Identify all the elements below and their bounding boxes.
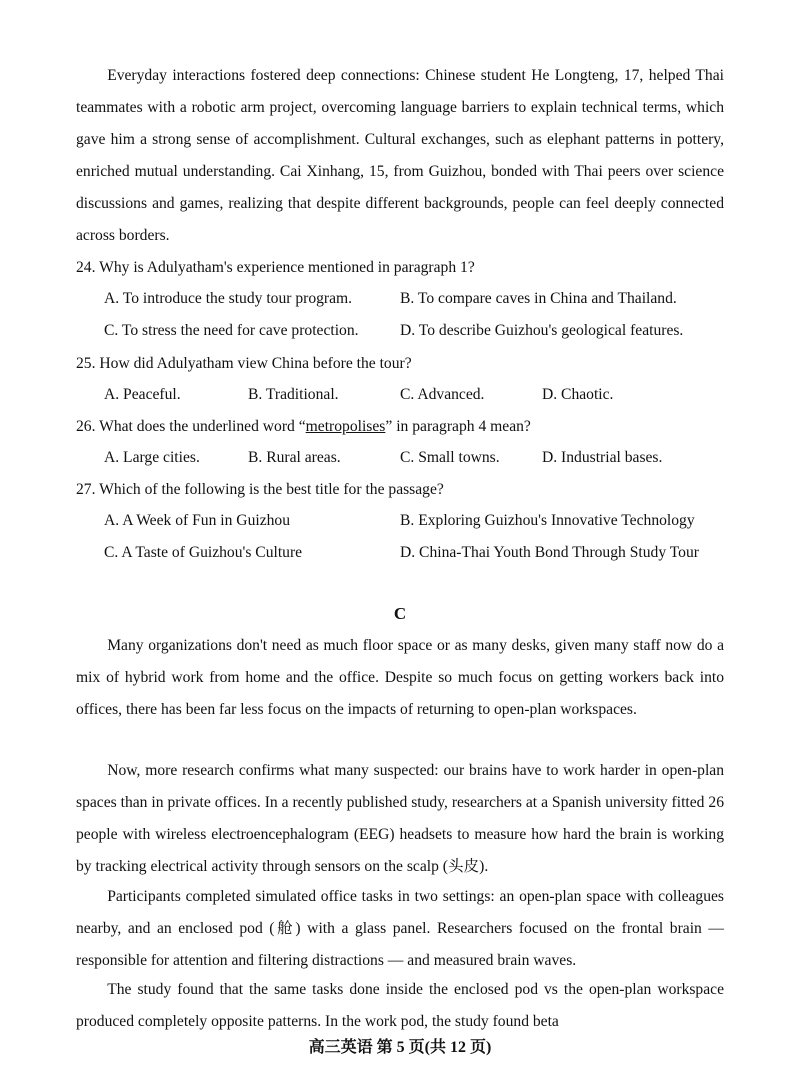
question-24-stem: 24. Why is Adulyatham's experience mentioned in paragraph 1? — [76, 259, 475, 276]
option-24-a: A. To introduce the study tour program. — [104, 290, 353, 307]
option-25-b: B. Traditional. — [248, 386, 339, 403]
question-26-stem-after: ” in paragraph 4 mean? — [385, 418, 531, 435]
option-27-d: D. China-Thai Youth Bond Through Study Tour — [400, 544, 699, 561]
option-25-c: C. Advanced. — [400, 386, 485, 403]
question-25-options — [104, 379, 724, 411]
underlined-word: metropolises — [305, 418, 386, 435]
question-25-stem: 25. How did Adulyatham view China before the tour? — [76, 355, 412, 372]
section-c-paragraph-2: Now, more research confirms what many suspected: our brains have to work harder in open-plan spaces than in private offices. In a recently published study, researchers at a Spanish university fitted 26 people with wireless electroencephalogram (EEG) headsets to measure how hard the brain is working by tracking electrical activity through sensors on the scalp (头皮). — [76, 762, 724, 875]
question-27-options — [104, 505, 724, 569]
page-footer: 高三英语 第 5 页(共 12 页) — [308, 1039, 492, 1056]
option-24-b: B. To compare caves in China and Thailand. — [400, 290, 677, 307]
passage-b-paragraph: Everyday interactions fostered deep connections: Chinese student He Longteng, 17, helped Thai teammates with a robotic arm project, overcoming language barriers to explain technical terms, which gave him a strong sense of accomplishment. Cultural exchanges, such as elephant patterns in pottery, enriched mutual understanding. Cai Xinhang, 15, from Guizhou, bonded with Thai peers over science discussions and games, realizing that despite different backgrounds, people can feel deeply connected across borders. — [76, 67, 724, 244]
question-26-options — [104, 442, 724, 474]
question-26-stem — [76, 411, 724, 443]
section-c-paragraph-1: Many organizations don't need as much floor space or as many desks, given many staff now do a mix of hybrid work from home and the office. Despite so much focus on getting workers back into offices, there has been far less focus on the impacts of returning to open-plan workspaces. — [76, 637, 724, 718]
question-26-stem-before: 26. What does the underlined word “ — [76, 418, 306, 435]
option-26-d: D. Industrial bases. — [542, 449, 663, 466]
option-27-a: A. A Week of Fun in Guizhou — [104, 512, 291, 529]
question-27-stem: 27. Which of the following is the best title for the passage? — [76, 481, 444, 498]
option-26-b: B. Rural areas. — [248, 449, 341, 466]
section-c-paragraph-3: Participants completed simulated office tasks in two settings: an open-plan space with colleagues nearby, and an enclosed pod (舱) with a glass panel. Researchers focused on the frontal brain — responsible for attention and filtering distractions — and measured brain waves. — [76, 888, 724, 969]
option-27-b: B. Exploring Guizhou's Innovative Technology — [400, 512, 695, 529]
option-27-c: C. A Taste of Guizhou's Culture — [104, 544, 303, 561]
option-25-a: A. Peaceful. — [104, 386, 181, 403]
option-25-d: D. Chaotic. — [542, 386, 614, 403]
option-24-c: C. To stress the need for cave protection. — [104, 322, 359, 339]
option-26-a: A. Large cities. — [104, 449, 200, 466]
option-26-c: C. Small towns. — [400, 449, 500, 466]
question-24-options — [104, 283, 724, 347]
section-c-heading: C — [393, 604, 407, 623]
option-24-d: D. To describe Guizhou's geological features. — [400, 322, 684, 339]
section-c-paragraph-4: The study found that the same tasks done inside the enclosed pod vs the open-plan workspace produced completely opposite patterns. In the work pod, the study found beta — [76, 981, 724, 1030]
